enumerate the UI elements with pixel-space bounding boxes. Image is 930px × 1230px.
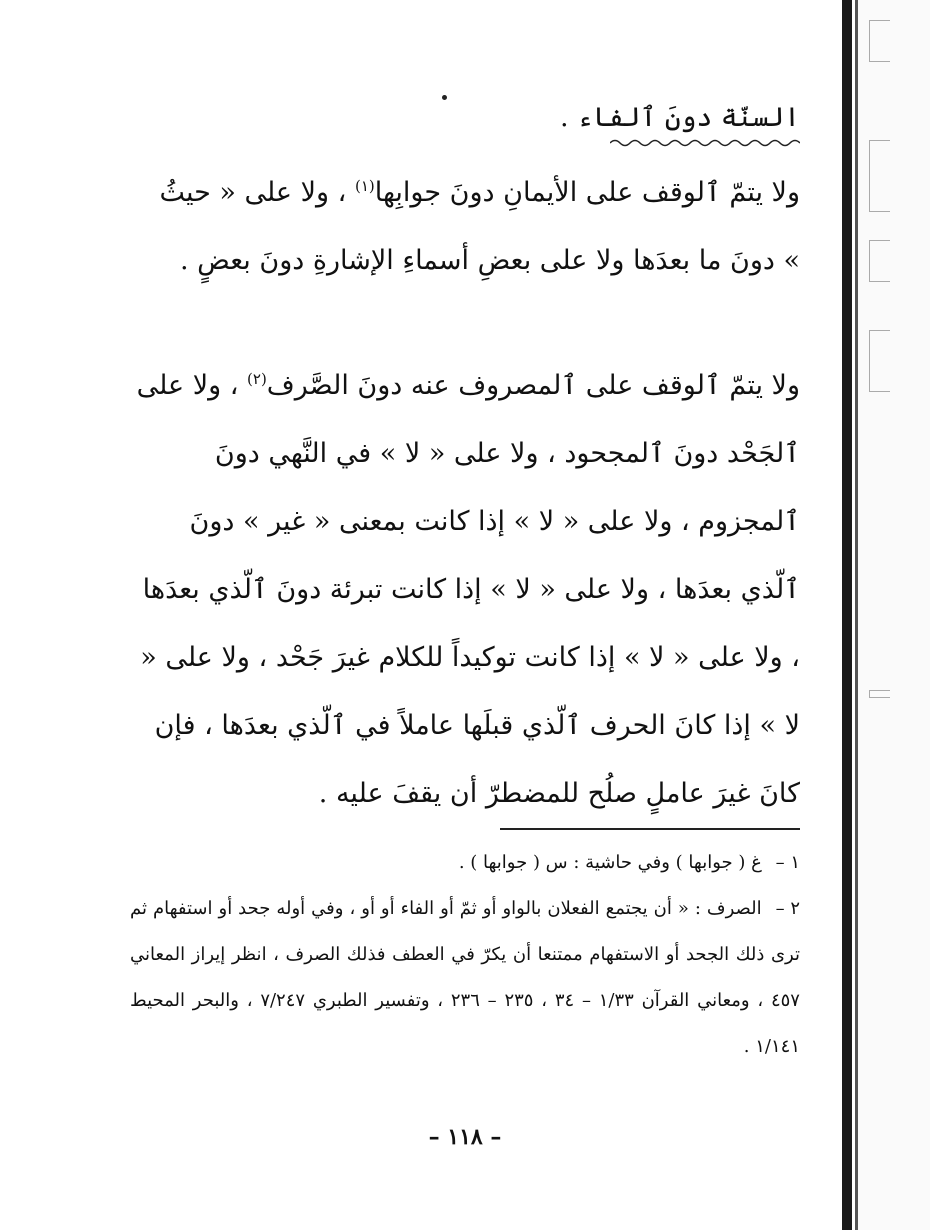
edge-mark <box>869 690 890 698</box>
footnotes <box>130 840 800 1070</box>
page-edge-strip <box>858 0 930 1230</box>
footnote-1 <box>130 840 800 886</box>
wavy-underline <box>610 138 800 148</box>
ink-speck <box>442 95 447 100</box>
footnote-number: ٢ – <box>775 898 800 919</box>
paragraph-text: ولا يتمّ ٱلوقف على الأيمانِ دونَ جوابِها$^{(١)}$ ، ولا على « حيثُ » دونَ ما بعدَها ولا على بعضِ أسماءِ الإشارةِ دونَ بعضٍ . <box>159 177 800 276</box>
footnote-text: غ ( جوابها ) وفي حاشية : س ( جوابها ) . <box>458 852 762 873</box>
edge-mark <box>869 240 890 282</box>
edge-mark <box>869 140 890 212</box>
footnote-separator <box>500 828 800 830</box>
paragraph-2 <box>135 345 800 828</box>
edge-mark <box>869 330 890 392</box>
book-spine-shadow <box>855 0 858 1230</box>
book-spine <box>842 0 852 1230</box>
footnote-2 <box>130 886 800 1070</box>
edge-mark <box>869 20 890 62</box>
section-heading <box>560 98 800 138</box>
footnote-number: ١ – <box>775 852 800 873</box>
page-number: – ١١٨ – <box>428 1124 502 1150</box>
paragraph-1 <box>135 152 800 295</box>
footnote-mark: (٢) <box>247 370 267 388</box>
paragraph-text: ولا يتمّ ٱلوقف على ٱلمصروف عنه دونَ الصَّرف$^{(٢)}$ ، ولا على ٱلجَحْد دونَ ٱلمجحود ، ولا على « لا » في النَّهي دونَ ٱلمجزوم ، ولا على « لا » إذا كانت بمعنى « غير » دونَ ٱلّذي بعدَها ، ولا على « لا » إذا كانت تبرئة دونَ ٱلّذي بعدَها ، ولا على « لا » إذا كانت توكيداً للكلام غيرَ جَحْد ، ولا على « لا » إذا كانَ الحرف ٱلّذي قبلَها عاملاً في ٱلّذي بعدَها ، فإن كانَ غيرَ عاملٍ صلُح للمضطرّ أن يقفَ عليه . <box>136 370 800 809</box>
footnote-text: الصرف : « أن يجتمع الفعلان بالواو أو ثمّ أو الفاء أو أو ، وفي أوله جحد أو استفهام ثم ترى ذلك الجحد أو الاستفهام ممتنعا أن يكرّ في العطف فذلك الصرف ، انظر إيراز المعاني ٤٥٧ ، ومعاني القرآن ١/٣٣ – ٣٤ ، ٢٣٥ – ٢٣٦ ، وتفسير الطبري ٧/٢٤٧ ، والبحر المحيط ١/١٤١ . <box>130 898 800 1057</box>
heading-text: السنّة دونَ ٱلفاء . <box>560 102 800 133</box>
footnote-mark: (١) <box>354 177 375 195</box>
